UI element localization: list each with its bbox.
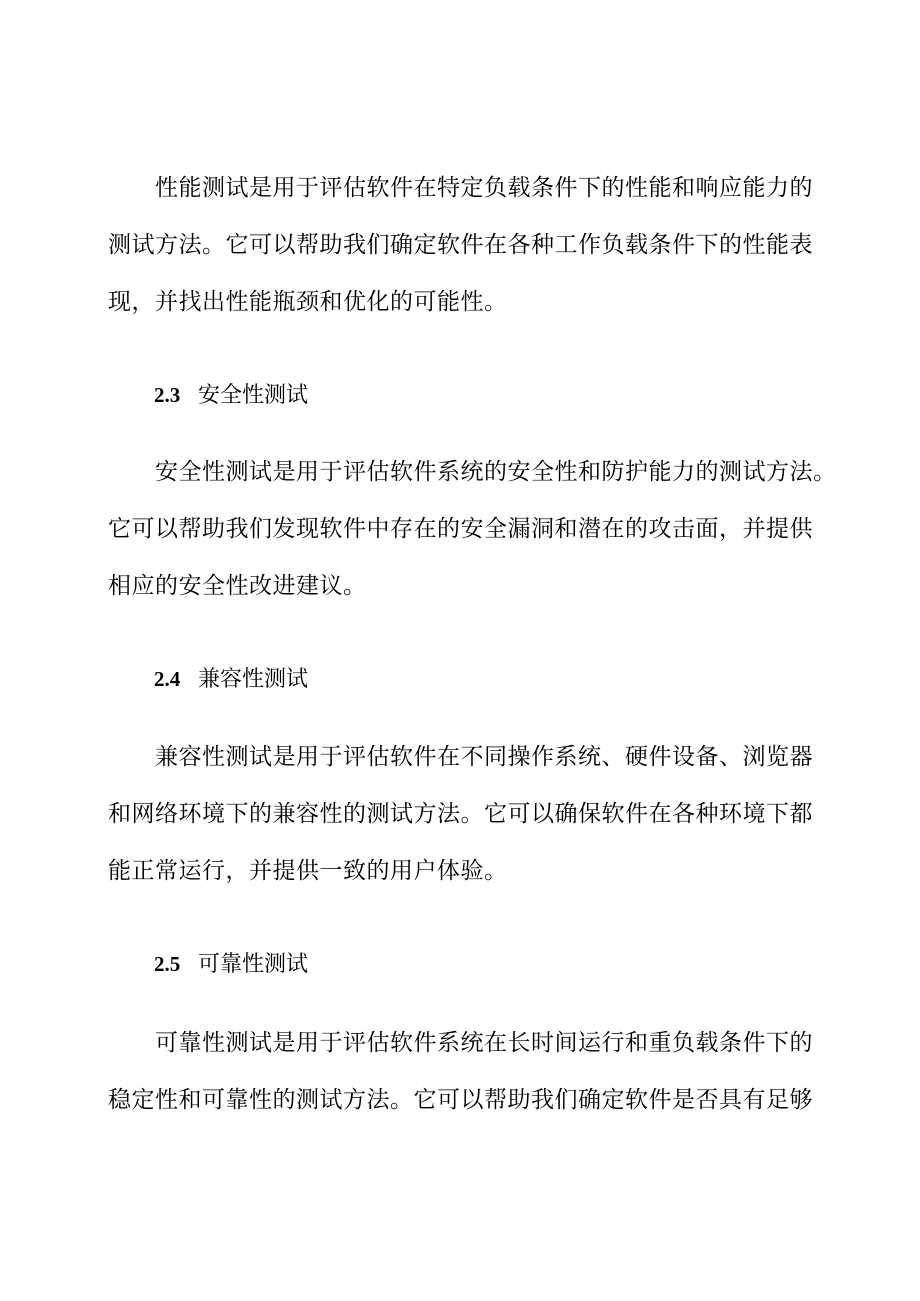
section-number: 2.4: [154, 667, 181, 691]
paragraph-line: 性能测试是用于评估软件在特定负载条件下的性能和响应能力的: [155, 175, 813, 201]
paragraph-line: 安全性测试是用于评估软件系统的安全性和防护能力的测试方法。: [155, 459, 837, 485]
paragraph-line: 兼容性测试是用于评估软件在不同操作系统、硬件设备、浏览器: [155, 744, 813, 770]
paragraph-line: 相应的安全性改进建议。: [108, 573, 367, 599]
paragraph-line: 现，并找出性能瓶颈和优化的可能性。: [108, 289, 508, 315]
section-title: 安全性测试: [198, 383, 309, 408]
paragraph-line: 能正常运行，并提供一致的用户体验。: [108, 858, 508, 884]
paragraph-line: 测试方法。它可以帮助我们确定软件在各种工作负载条件下的性能表: [108, 232, 813, 258]
performance-testing-paragraph: [108, 160, 820, 331]
paragraph-line: 它可以帮助我们发现软件中存在的安全漏洞和潜在的攻击面，并提供: [108, 516, 813, 542]
section-number: 2.3: [154, 383, 181, 407]
section-heading-2-5: [154, 949, 308, 980]
section-number: 2.5: [154, 952, 181, 976]
section-heading-2-4: [154, 664, 308, 695]
section-heading-2-3: [154, 380, 308, 411]
section-title: 兼容性测试: [198, 667, 309, 692]
paragraph-line: 可靠性测试是用于评估软件系统在长时间运行和重负载条件下的: [155, 1030, 813, 1056]
reliability-testing-paragraph: [108, 1015, 820, 1129]
compatibility-testing-paragraph: [108, 729, 820, 900]
paragraph-line: 和网络环境下的兼容性的测试方法。它可以确保软件在各种环境下都: [108, 801, 813, 827]
section-title: 可靠性测试: [198, 952, 309, 977]
paragraph-line: 稳定性和可靠性的测试方法。它可以帮助我们确定软件是否具有足够: [108, 1087, 813, 1113]
security-testing-paragraph: [108, 444, 837, 615]
